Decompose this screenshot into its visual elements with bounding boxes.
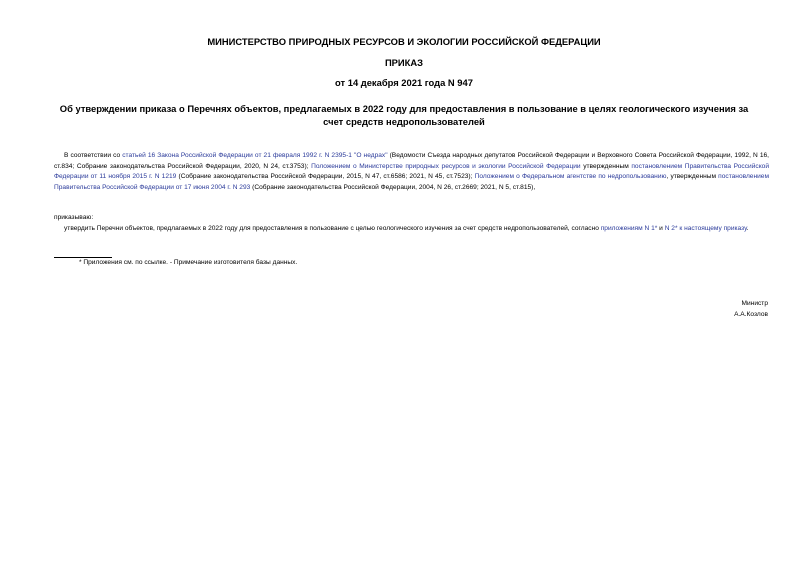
ministry-name: МИНИСТЕРСТВО ПРИРОДНЫХ РЕСУРСОВ И ЭКОЛОГИИ РОССИЙСКОЙ ФЕДЕРАЦИИ [207,36,601,47]
signer-title: Министр [741,300,768,307]
basis-text-5: , утвержденным [666,173,719,180]
document-type: ПРИКАЗ [384,57,424,68]
link-appendix-1[interactable]: приложениям N 1* [600,225,658,232]
link-ministry-regulation[interactable]: Положением о Министерстве природных ресурсов и экологии Российской Федерации [311,162,581,170]
approve-paragraph [54,224,769,235]
basis-text-3: утвержденным [580,162,632,170]
basis-text-6: (Собрание законодательства Российской Федерации, 2004, N 26, ст.2669; 2021, N 5, ст.815), [250,183,536,191]
link-appendix-2[interactable]: N 2* к настоящему приказу [664,225,747,232]
link-government-decree-1219[interactable]: постановлением Правительства Российской Федерации от 11 ноября 2015 г. N 1219 [54,162,770,180]
link-government-decree-293[interactable]: постановлением Правительства Российской Федерации от 17 июня 2004 г. N 293 [54,173,770,191]
approve-text-2: и [657,225,665,232]
basis-text-4: (Собрание законодательства Российской Федерации, 2015, N 47, ст.6586; 2021, N 45, ст.7523); [176,173,475,180]
footnote: * Приложения см. по ссылке. - Примечание изготовителя базы данных. [79,259,298,266]
link-subsoil-law-article-16[interactable]: статьей 16 Закона Российской Федерации от 21 февраля 1992 г. N 2395-1 "О недрах" [122,152,388,159]
link-agency-regulation[interactable]: Положением о Федеральном агентстве по недропользованию [474,173,667,180]
order-word: приказываю: [54,214,94,221]
basis-text-2: (Ведомости Съезда народных депутатов Российской Федерации и Верховного Совета Российской Федерации, 1992, N 16, ст.834; Собрание законодательства Российской Федерации, 2020, N 24, ст.3753); [54,152,769,170]
basis-text-1: В соответствии со [64,152,123,159]
approve-text-1: утвердить Перечни объектов, предлагаемых в 2022 году для предоставления в пользование с целью геологического изучения за счет средств недропользователей, согласно [64,225,601,232]
document-title: Об утверждении приказа о Перечнях объектов, предлагаемых в 2022 году для предоставления в пользование в целях геологического изучения за счет средств недропользователей [59,103,749,127]
legal-basis-paragraph [54,151,769,193]
signer-name: А.А.Козлов [734,311,768,318]
order-date-number: от 14 декабря 2021 года N 947 [335,77,473,88]
approve-text-3: . [746,225,749,232]
